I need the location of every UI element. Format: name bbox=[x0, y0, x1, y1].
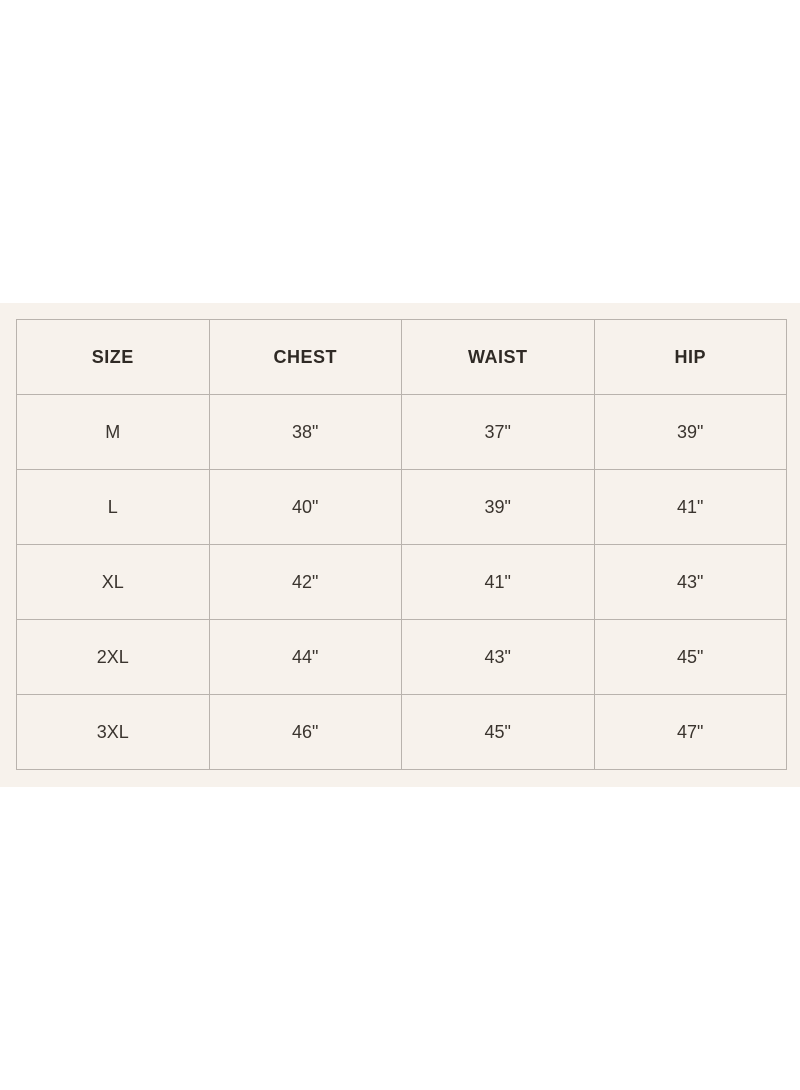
header-size: SIZE bbox=[17, 320, 210, 395]
header-row bbox=[17, 320, 787, 395]
size-chart-table bbox=[16, 319, 787, 770]
cell-waist: 45" bbox=[402, 695, 595, 770]
cell-hip: 43" bbox=[594, 545, 787, 620]
cell-waist: 37" bbox=[402, 395, 595, 470]
cell-hip: 47" bbox=[594, 695, 787, 770]
cell-size: M bbox=[17, 395, 210, 470]
cell-chest: 42" bbox=[209, 545, 402, 620]
table-row bbox=[17, 395, 787, 470]
cell-waist: 39" bbox=[402, 470, 595, 545]
cell-hip: 39" bbox=[594, 395, 787, 470]
cell-waist: 43" bbox=[402, 620, 595, 695]
table-row bbox=[17, 545, 787, 620]
cell-chest: 40" bbox=[209, 470, 402, 545]
cell-chest: 46" bbox=[209, 695, 402, 770]
cell-hip: 41" bbox=[594, 470, 787, 545]
header-waist: WAIST bbox=[402, 320, 595, 395]
table-row bbox=[17, 695, 787, 770]
table-row bbox=[17, 470, 787, 545]
cell-chest: 44" bbox=[209, 620, 402, 695]
header-hip: HIP bbox=[594, 320, 787, 395]
cell-size: 3XL bbox=[17, 695, 210, 770]
table-row bbox=[17, 620, 787, 695]
cell-chest: 38" bbox=[209, 395, 402, 470]
cell-size: 2XL bbox=[17, 620, 210, 695]
header-chest: CHEST bbox=[209, 320, 402, 395]
cell-size: XL bbox=[17, 545, 210, 620]
cell-size: L bbox=[17, 470, 210, 545]
cell-waist: 41" bbox=[402, 545, 595, 620]
cell-hip: 45" bbox=[594, 620, 787, 695]
